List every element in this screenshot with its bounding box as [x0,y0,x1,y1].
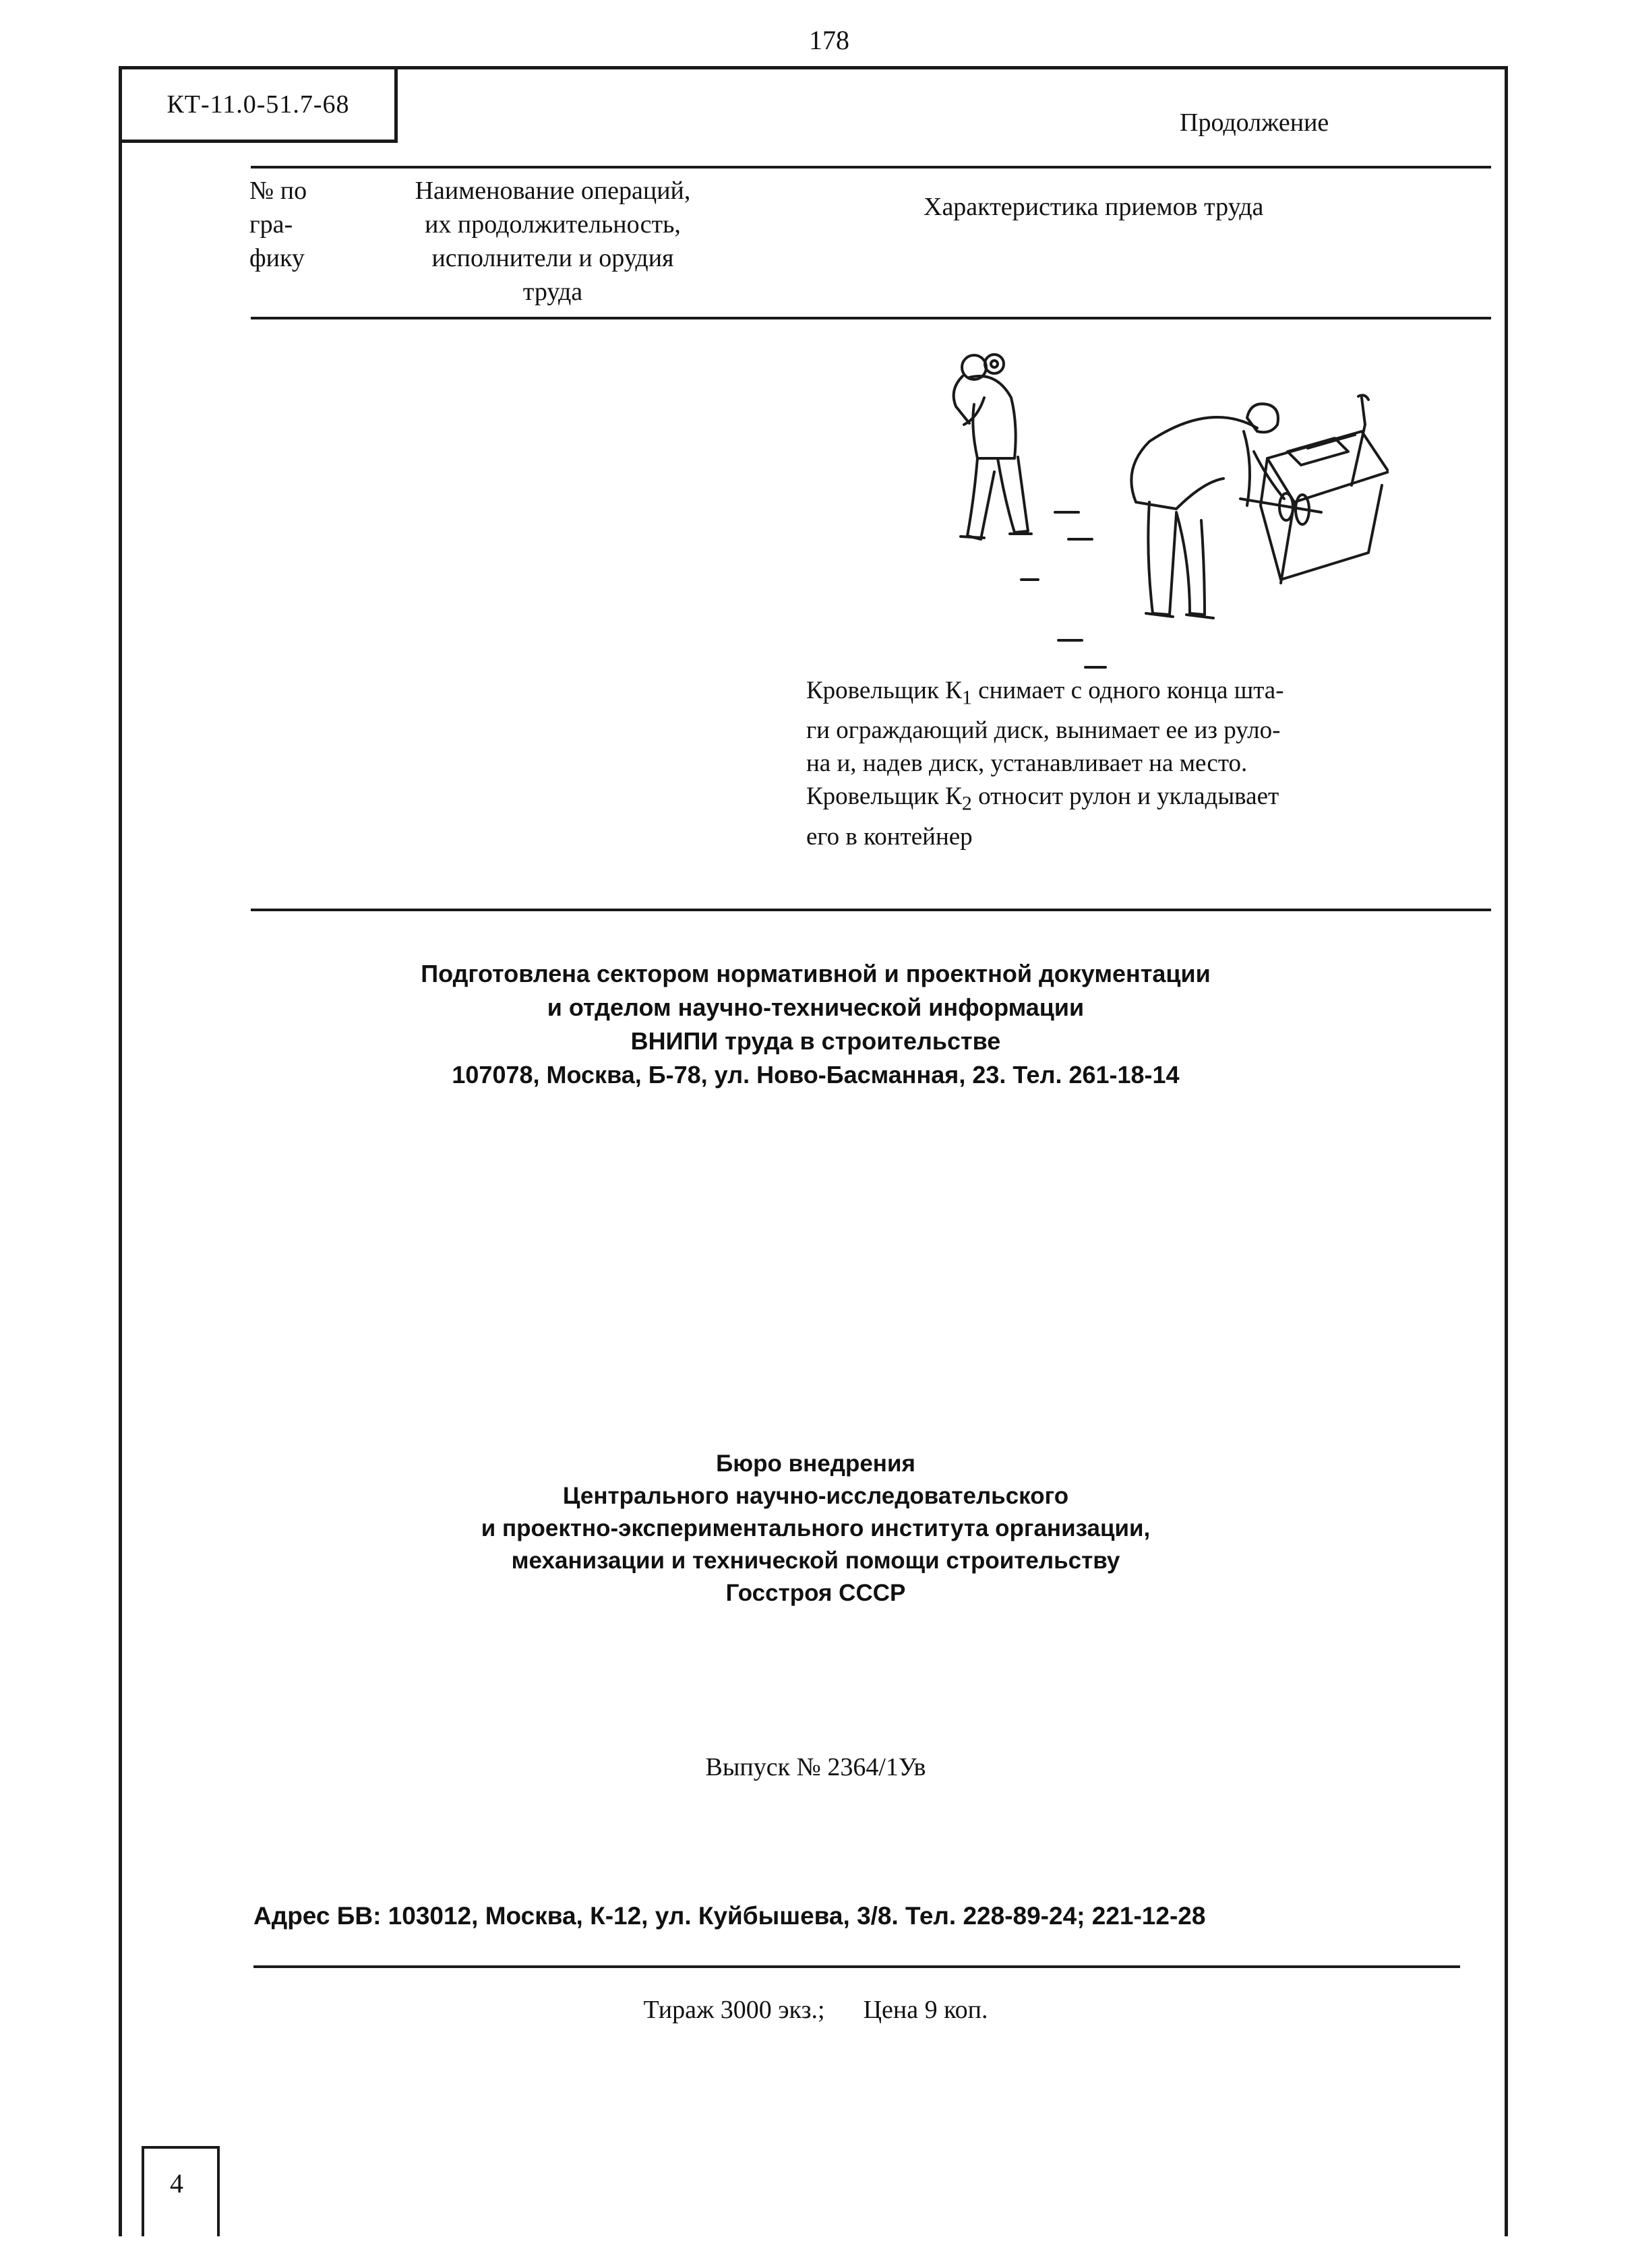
caption-line [806,780,1474,820]
table-header-bottom-rule [251,317,1491,319]
prepared-by-block [202,957,1429,1092]
spacer [825,1996,864,2024]
caption-line: ги ограждающий диск, вынимает ее из рулo- [806,716,1281,745]
header-col-number-line: фику [249,244,305,272]
print-info [202,1995,1429,2025]
bureau-line: Госстроя СССР [725,1580,906,1606]
header-col-operation [364,174,742,309]
caption-text: Кровельщик К [806,677,962,704]
header-col-number-line: № по [249,177,307,205]
frame-left-border [119,66,122,2236]
figure-caption [806,674,1474,853]
roofers-illustration [890,337,1389,687]
document-code: КТ-11.0-51.7-68 [119,66,398,143]
prepared-by-line: ВНИПИ труда в строительстве [630,1027,1001,1055]
caption-text: относит рулон и укладывает [971,783,1279,811]
header-col-operation-line: их продолжительность, [425,210,681,239]
corner-number: 4 [170,2168,183,2199]
bureau-block [202,1448,1429,1610]
caption-text: Кровельщик К [806,783,962,811]
table-header-top-rule [251,166,1491,168]
caption-line [806,674,1474,714]
header-col-operation-line: труда [522,278,583,306]
header-col-number-line: гра- [249,210,293,239]
bureau-line: механизации и технической помощи строительству [511,1547,1120,1574]
frame-right-border [1505,66,1508,2236]
print-run: Тираж 3000 экз.; [643,1996,825,2024]
prepared-by-line: и отделом научно-технической информации [547,993,1085,1021]
prepared-by-line: Подготовлена сектором нормативной и проектной документации [421,960,1211,987]
header-col-characteristic: Характеристика приемов труда [924,193,1264,221]
caption-line: на и, надев диск, устанавливает на место. [806,749,1248,778]
header-col-number [249,174,344,275]
header-col-operation-line: Наименование операций, [415,177,691,205]
issue-number: Выпуск № 2364/1Ув [705,1753,926,1781]
prepared-by-line: 107078, Москва, Б-78, ул. Ново-Басманная, 23. Тел. 261-18-14 [452,1061,1180,1089]
continuation-label: Продолжение [1180,109,1329,137]
corner-number-box [142,2146,220,2236]
bureau-address: Адрес БВ: 103012, Москва, К-12, ул. Куйбышева, 3/8. Тел. 228-89-24; 221-12-28 [253,1902,1206,1930]
caption-subscript: 1 [961,686,972,709]
bureau-line: Бюро внедрения [716,1450,915,1477]
page-number: 178 [809,25,849,55]
price: Цена 9 коп. [863,1996,988,2024]
address-divider [253,1965,1460,1968]
caption-subscript: 2 [961,792,972,815]
caption-line: его в контейнер [806,822,973,851]
bureau-line: и проектно-экспериментального института организации, [481,1515,1151,1541]
header-col-operation-line: исполнители и орудия [431,244,674,272]
bureau-line: Центрального научно-исследовательского [562,1483,1069,1509]
section-divider [251,909,1491,911]
caption-text: снимает с одного конца шта- [971,677,1284,704]
